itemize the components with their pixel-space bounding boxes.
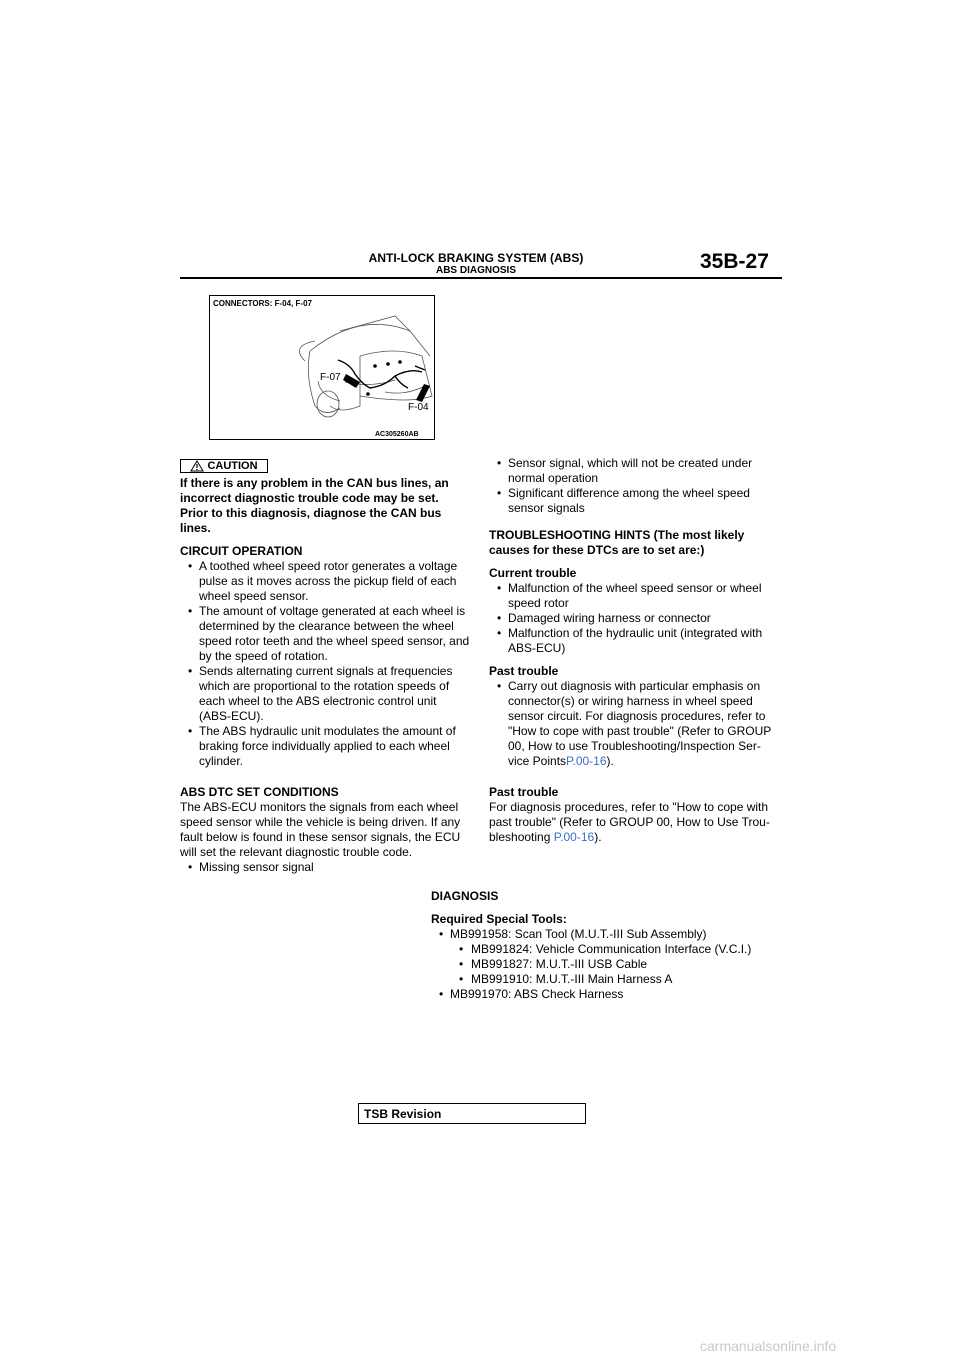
section-subtitle: ABS DIAGNOSIS bbox=[435, 265, 516, 276]
connector-figure bbox=[209, 295, 435, 440]
list-item: • Malfunction of the wheel speed sensor or wheel speed rotor bbox=[489, 581, 779, 611]
page-number: 35B-27 bbox=[700, 250, 769, 273]
diagnosis-section bbox=[431, 889, 791, 1002]
connector-label-f04: F-04 bbox=[408, 402, 429, 413]
special-tools-list-2 bbox=[431, 987, 791, 1002]
list-item: • MB991970: ABS Check Harness bbox=[431, 987, 791, 1002]
connector-label-f07: F-07 bbox=[320, 372, 341, 383]
caution-label: CAUTION bbox=[207, 460, 258, 472]
list-item: • Damaged wiring harness or connector bbox=[489, 611, 779, 626]
past-trouble-paragraph-end: ). bbox=[594, 830, 602, 844]
dtc-set-conditions-heading: ABS DTC SET CONDITIONS bbox=[180, 785, 339, 799]
list-item: • Sends alternating current signals at frequencies which are proportional to the rotation speeds of each wheel to the ABS electronic control unit (ABS-ECU). bbox=[180, 664, 470, 724]
dtc-conditions-list-left bbox=[180, 860, 470, 875]
page-reference-link[interactable]: P.00-16 bbox=[553, 830, 595, 844]
circuit-operation-heading: CIRCUIT OPERATION bbox=[180, 544, 303, 558]
troubleshooting-hints-heading: TROUBLESHOOTING HINTS (The most likely causes for these DTCs are to set are:) bbox=[489, 528, 745, 557]
dtc-set-conditions-text: The ABS-ECU monitors the signals from each wheel speed sensor while the vehicle is being driven. If any fault below is found in these sensor signals, the ECU will set the relevant diagnostic trouble code. bbox=[180, 800, 461, 859]
past-trouble-list bbox=[489, 679, 779, 769]
list-item: • A toothed wheel speed rotor generates a voltage pulse as it moves across the pickup field of each wheel speed sensor. bbox=[180, 559, 470, 604]
list-item: • MB991824: Vehicle Communication Interface (V.C.I.) bbox=[431, 942, 791, 957]
list-item: • The amount of voltage generated at each wheel is determined by the clearance between the wheel speed rotor teeth and the wheel speed sensor, and by the speed of rotation. bbox=[180, 604, 470, 664]
figure-code: AC305260AB bbox=[375, 431, 419, 438]
header-rule bbox=[180, 277, 782, 279]
past-trouble-end: ). bbox=[606, 754, 614, 768]
list-item: • The ABS hydraulic unit modulates the amount of braking force individually applied to each wheel cylinder. bbox=[180, 724, 470, 769]
figure-title: CONNECTORS: F-04, F-07 bbox=[213, 299, 312, 308]
special-tools-list bbox=[431, 927, 791, 942]
caution-label-box bbox=[180, 459, 268, 473]
past-trouble-heading: Past trouble bbox=[489, 664, 559, 678]
watermark: carmanualsonline.info bbox=[700, 1338, 837, 1354]
warning-triangle-icon bbox=[190, 460, 204, 472]
circuit-operation-list bbox=[180, 559, 470, 769]
list-item: • MB991827: M.U.T.-III USB Cable bbox=[431, 957, 791, 972]
list-item: • Significant difference among the wheel speed sensor signals bbox=[489, 486, 779, 516]
list-item: • Sensor signal, which will not be created under normal operation bbox=[489, 456, 779, 486]
tsb-revision-box: TSB Revision bbox=[358, 1103, 586, 1124]
list-item: • Missing sensor signal bbox=[180, 860, 470, 875]
list-item bbox=[489, 679, 779, 769]
past-trouble-heading-2: Past trouble bbox=[489, 785, 559, 799]
past-trouble-paragraph-text: For diagnosis procedures, refer to "How to cope with past trouble" (Refer to GROUP 00, How to Use Trou-bleshooting bbox=[489, 800, 770, 844]
special-subtools-list bbox=[431, 942, 791, 987]
past-trouble-text: Carry out diagnosis with particular emphasis on connector(s) or wiring harness in wheel speed sensor circuit. For diagnosis procedures, refer to "How to cope with past trouble" (Refer to GROUP 00, How to use Troubleshooting/Inspection Ser-vice Points bbox=[508, 679, 772, 768]
section-title: ANTI-LOCK BRAKING SYSTEM (ABS) bbox=[368, 251, 584, 265]
right-column bbox=[489, 456, 779, 845]
list-item: • Malfunction of the hydraulic unit (integrated with ABS-ECU) bbox=[489, 626, 779, 656]
current-trouble-heading: Current trouble bbox=[489, 566, 577, 580]
page-reference-link[interactable]: P.00-16 bbox=[566, 754, 607, 768]
list-item: • MB991910: M.U.T.-III Main Harness A bbox=[431, 972, 791, 987]
past-trouble-paragraph bbox=[489, 800, 779, 845]
caution-text: If there is any problem in the CAN bus lines, an incorrect diagnostic trouble code may be set. Prior to this diagnosis, diagnose the CAN bus lines. bbox=[180, 476, 449, 535]
left-column bbox=[180, 476, 470, 875]
diagnosis-heading: DIAGNOSIS bbox=[431, 889, 499, 903]
car-rear-illustration bbox=[210, 296, 434, 439]
list-item: • MB991958: Scan Tool (M.U.T.-III Sub Assembly) bbox=[431, 927, 791, 942]
special-tools-heading: Required Special Tools: bbox=[431, 912, 567, 926]
current-trouble-list bbox=[489, 581, 779, 656]
dtc-conditions-list-right bbox=[489, 456, 779, 516]
